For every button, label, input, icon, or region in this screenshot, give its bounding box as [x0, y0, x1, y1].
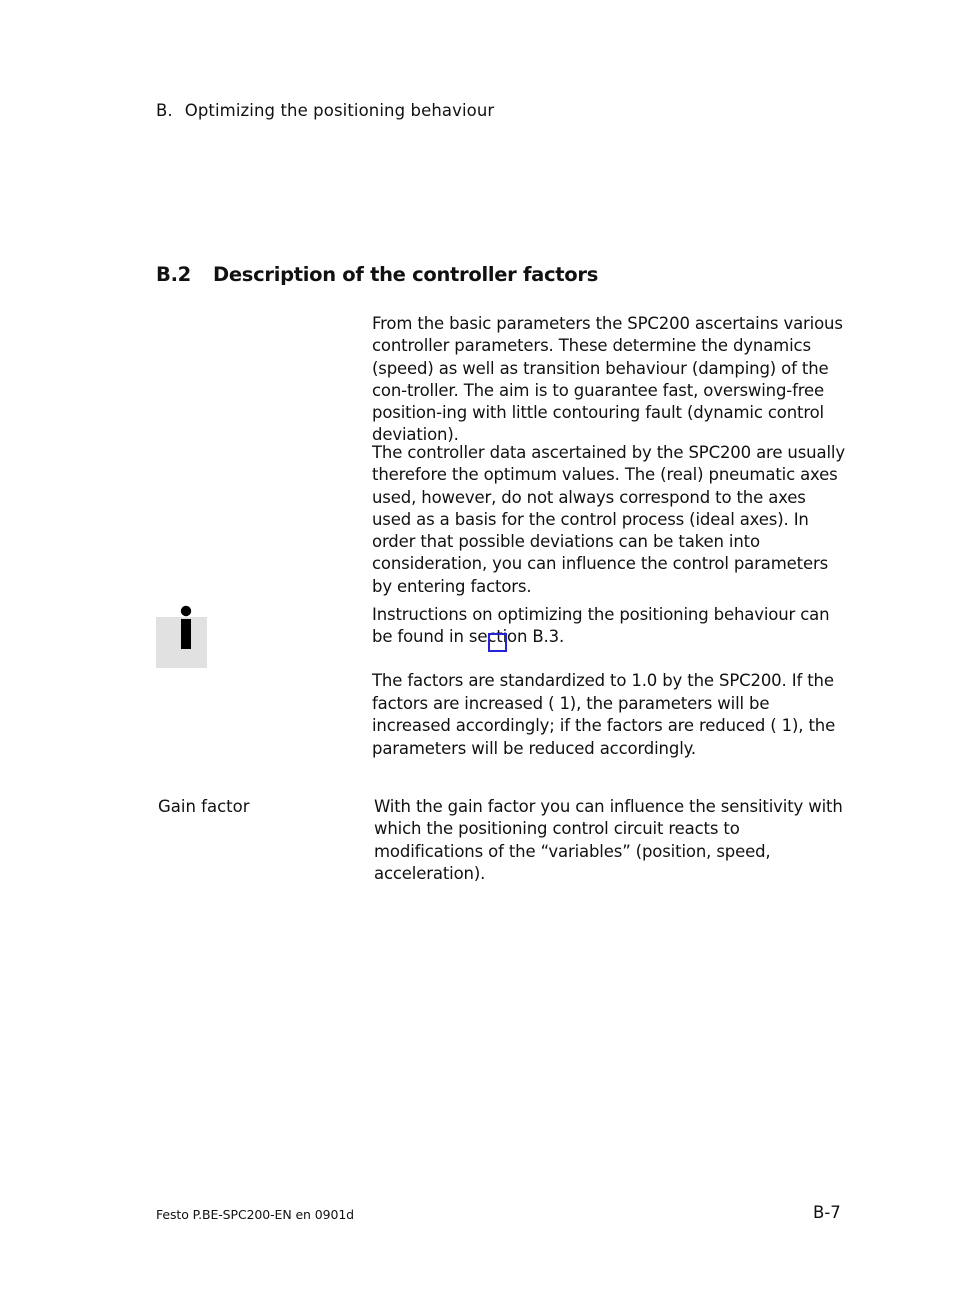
section-heading: [156, 263, 598, 286]
link-highlight-box[interactable]: [488, 633, 507, 652]
footer-page-number: B-7: [813, 1203, 841, 1222]
running-header: [156, 101, 494, 120]
info-icon: [156, 599, 216, 659]
running-header-section: B.: [156, 101, 173, 120]
section-number: B.2: [156, 263, 191, 286]
note-text: Instructions on optimizing the positioning behaviour can be found in section: [372, 605, 830, 647]
note-text-end: .: [559, 627, 565, 647]
gain-factor-label: Gain factor: [158, 797, 250, 816]
section-title: Description of the controller factors: [213, 263, 599, 286]
paragraph-factors: The factors are standardized to 1.0 by the SPC200. If the factors are increased ( 1), the parameters will be increased accordingly; if the factors are reduced ( 1), the parameters will be reduced accordingly.: [372, 671, 836, 759]
running-header-title: Optimizing the positioning behaviour: [184, 101, 495, 120]
paragraph-intro: From the basic parameters the SPC200 ascertains various controller parameters. These determine the dynamics (speed) as well as transition behaviour (damping) of the con-troller. The aim is to guarantee fast, overswing-free position-ing with little contouring fault (dynamic control deviation).: [372, 314, 843, 445]
paragraph-gain-factor: With the gain factor you can influence the sensitivity with which the positioning control circuit reacts to modifications of the “variables” (position, speed, acceleration).: [374, 797, 843, 883]
footer-doc-id: Festo P.BE-SPC200-EN en 0901d: [156, 1207, 355, 1222]
paragraph-controller-data: The controller data ascertained by the SPC200 are usually therefore the optimum values. The (real) pneumatic axes used, however, do not always correspond to the axes used as a basis for the control process (ideal axes). In order that possible deviations can be taken into consideration, you can influence the control parameters by entering factors.: [372, 443, 845, 596]
section-link[interactable]: B.3: [532, 627, 559, 647]
note-paragraph: [372, 604, 847, 649]
